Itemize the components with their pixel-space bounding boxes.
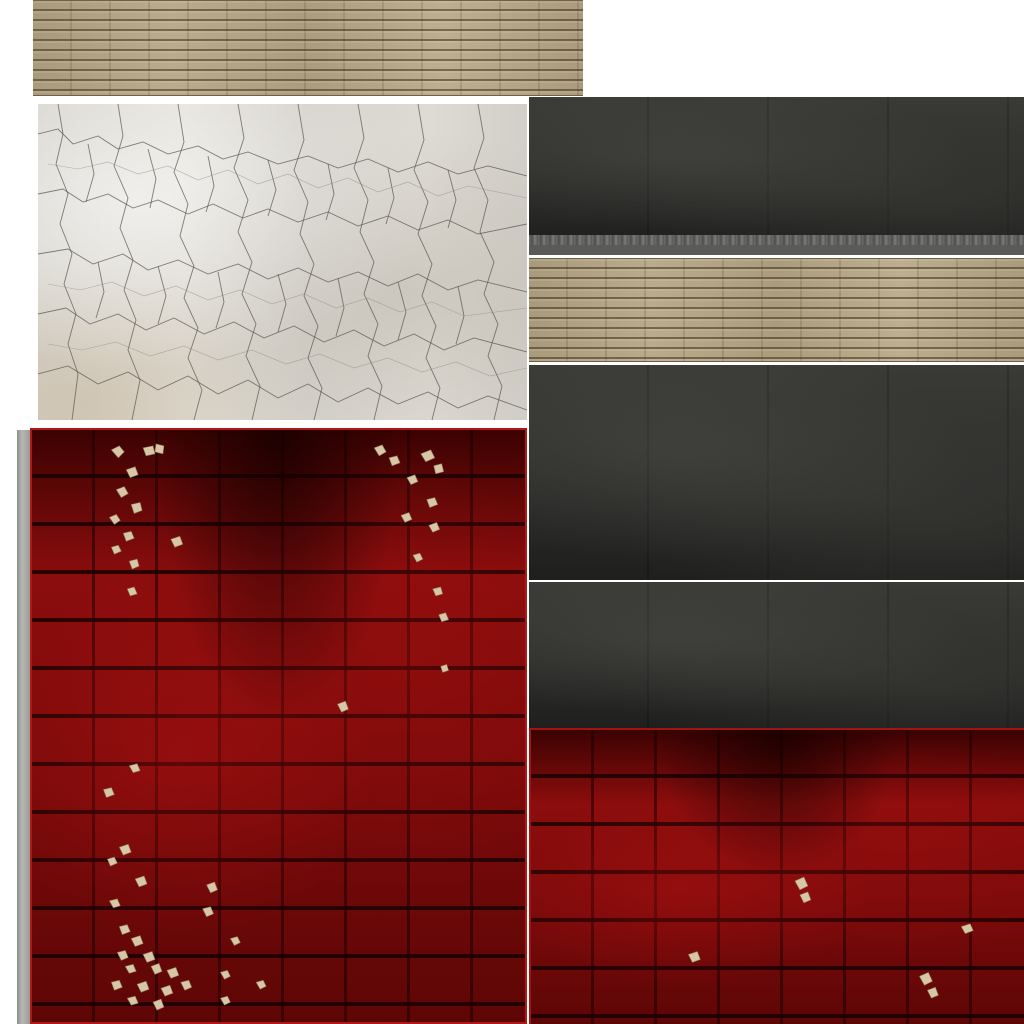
plaster-cracks [38,104,527,420]
red-brick-texture-small [529,728,1024,1024]
red-brick-leaves-texture-large [30,428,527,1024]
dark-concrete-texture-upper [529,97,1024,255]
fallen-leaves-small [531,730,1024,1024]
fallen-leaves-large [32,430,525,1022]
concrete-edge-strip [17,430,30,1024]
dark-concrete-texture-lower [529,582,1024,728]
wood-plank-texture-right [529,258,1024,362]
dark-concrete-texture-middle [529,365,1024,580]
wood-plank-texture-top [33,0,583,96]
cracked-plaster-texture [38,104,527,420]
